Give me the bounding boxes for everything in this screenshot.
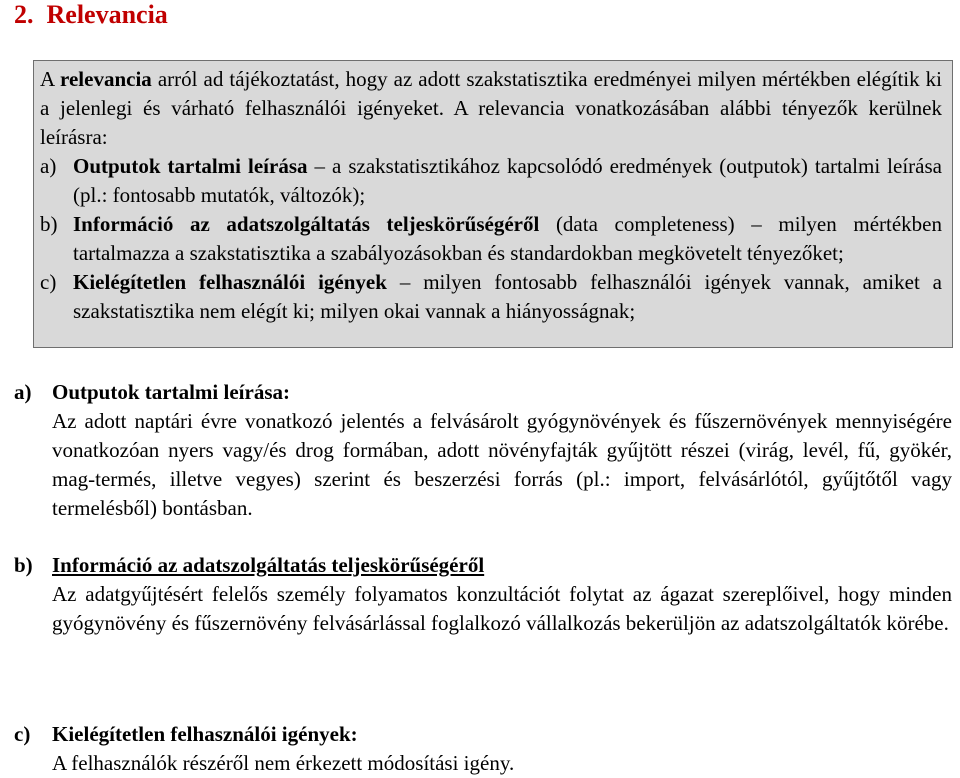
- definition-box: [33, 60, 953, 348]
- intro-bold-term: relevancia: [60, 67, 152, 91]
- item-marker: a): [40, 154, 57, 178]
- box-item-b: [40, 210, 942, 268]
- section-body: Az adatgyűjtésért felelős személy folyamatos konzultációt folytat az ágazat szereplőivel, hogy minden gyógynövény és fűszernövény felvásárlással foglalkozó vállalkozás bekerüljön az adatszolgáltatók körébe.: [52, 582, 952, 635]
- section-title: Outputok tartalmi leírása:: [52, 380, 290, 404]
- box-item-c: [40, 268, 942, 326]
- item-description: – milyen fontosabb felhasználói igények vannak, amiket a szakstatisztika nem elégít ki; milyen okai vannak a hiányosságnak;: [73, 270, 943, 323]
- section-unmet-needs: [14, 720, 952, 778]
- section-body: A felhasználók részéről nem érkezett módosítási igény.: [52, 751, 515, 775]
- item-title: Outputok tartalmi leírása: [73, 154, 308, 178]
- section-marker: b): [14, 553, 33, 577]
- box-item-a: [40, 152, 942, 210]
- item-description: (data completeness) – milyen mértékben tartalmazza a szakstatisztika a szabályozásokban és standardokban megkövetelt tényezőket;: [73, 212, 942, 265]
- section-marker: c): [14, 722, 31, 746]
- item-title: Kielégítetlen felhasználói igények: [73, 270, 387, 294]
- intro-paragraph: [40, 65, 942, 152]
- section-completeness: [14, 551, 952, 638]
- section-body: Az adott naptári évre vonatkozó jelentés a felvásárolt gyógynövények és fűszernövények mennyiségére vonatkozóan nyers vagy/és drog formában, adott növényfajták gyűjtött részei (virág, levél, fű, gyökér, mag-termés, illetve vegyes) szerint és beszerzési forrás (pl.: import, felvásárlótól, gyűjtőtől vagy termelésből) bontásban.: [52, 409, 952, 520]
- section-title: Információ az adatszolgáltatás teljeskörűségéről: [52, 553, 485, 577]
- item-marker: c): [40, 270, 57, 294]
- item-description: – a szakstatisztikához kapcsolódó eredmények (outputok) tartalmi leírása (pl.: fontosabb mutatók, változók);: [73, 154, 942, 207]
- item-text: [73, 268, 942, 326]
- section-outputs: [14, 378, 952, 523]
- intro-rest: arról ad tájékoztatást, hogy az adott szakstatisztika eredményei milyen mértékben elégítik ki a jelenlegi és várható felhasználói igényeket. A relevancia vonatkozásában alábbi tényezők kerülnek leírásra:: [40, 67, 942, 149]
- section-title-row: [14, 720, 952, 749]
- intro-pre: A: [40, 67, 61, 91]
- section-title-row: [14, 551, 952, 580]
- item-marker: b): [40, 212, 58, 236]
- section-title: Kielégítetlen felhasználói igények:: [52, 722, 358, 746]
- section-heading: 2. Relevancia: [14, 0, 168, 29]
- section-marker: a): [14, 380, 32, 404]
- item-text: [73, 210, 942, 268]
- item-text: [73, 152, 942, 210]
- section-title-row: [14, 378, 952, 407]
- item-title: Információ az adatszolgáltatás teljeskörűségéről: [73, 212, 540, 236]
